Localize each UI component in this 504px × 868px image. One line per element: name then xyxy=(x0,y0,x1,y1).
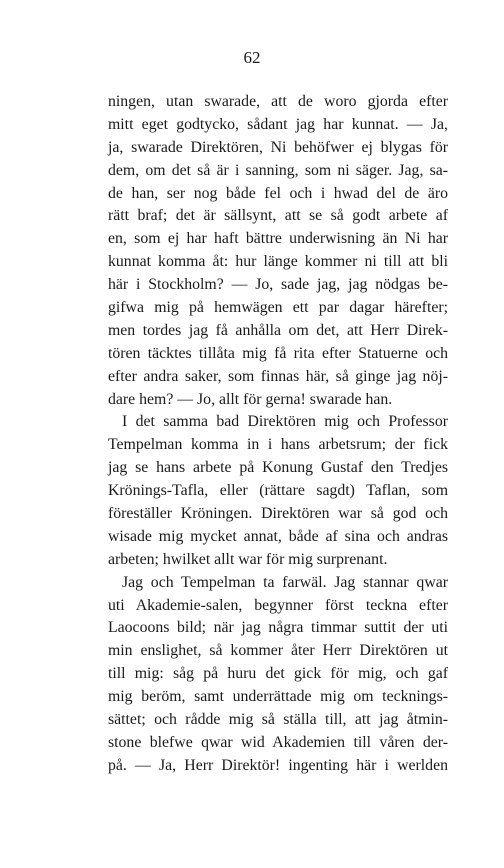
paragraph xyxy=(108,572,448,778)
text-line: på. — Ja, Herr Direktör! ingenting här i werlden xyxy=(108,756,448,774)
text-line: till mig: såg på huru det gick för mig, och gaf xyxy=(108,665,448,683)
text-line: gifwa mig på hemwägen ett par dagar härefter; xyxy=(108,299,448,317)
body-text xyxy=(108,91,448,778)
text-line: sättet; och rådde mig så ställa till, att jag åtmin- xyxy=(108,711,448,729)
text-line: här i Stockholm? — Jo, sade jag, jag nödgas be- xyxy=(108,276,448,294)
text-line: uti Akademie-salen, begynner först teckna efter xyxy=(108,596,448,614)
text-line: stone blefwe qwar wid Akademien till våren der- xyxy=(108,733,448,751)
text-line: tören täcktes tillåta mig få rita efter Statuerne och xyxy=(108,344,448,362)
text-line: en, som ej har haft bättre underwisning än Ni har xyxy=(108,230,448,248)
text-line: min enslighet, så kommer åter Herr Direktören ut xyxy=(108,642,448,660)
text-line: men tordes jag få anhålla om det, att Herr Direk- xyxy=(108,321,448,339)
text-line: ningen, utan swarade, att de woro gjorda efter xyxy=(108,93,448,110)
text-line: Laocoons bild; när jag några timmar suttit der uti xyxy=(108,619,448,637)
page-number: 62 xyxy=(243,48,261,67)
text-line: kunnat komma åt: hur länge kommer ni till att bli xyxy=(108,253,448,271)
text-line: mitt eget godtycko, sådant jag har kunnat. — Ja, xyxy=(108,115,448,133)
text-line: arbeten; hwilket allt war för mig surprenant. xyxy=(108,550,388,568)
text-line: Krönings-Tafla, eller (rättare sagdt) Taflan, som xyxy=(108,482,448,500)
text-line: ja, swarade Direktören, Ni behöfwer ej blygas för xyxy=(108,138,448,156)
text-line: efter andra saker, som finnas här, så ginge jag nöj- xyxy=(108,367,448,385)
text-line: de han, ser nog både fel och i hwad del de äro xyxy=(108,184,448,202)
text-line: rätt braf; det är sällsynt, att se så godt arbete af xyxy=(108,207,448,225)
paragraph xyxy=(108,91,448,411)
text-line: I det samma bad Direktören mig och Professor xyxy=(122,413,448,431)
text-line: Tempelman komma in i hans arbetsrum; der fick xyxy=(108,436,448,454)
text-line: dare hem? — Jo, allt för gerna! swarade han. xyxy=(108,390,393,408)
text-line: dem, om det så är i sanning, som ni säger. Jag, sa- xyxy=(108,161,448,179)
text-line: föreställer Kröningen. Direktören war så god och xyxy=(108,505,448,523)
text-line: wisade mig mycket annat, både af sina och andras xyxy=(108,527,448,545)
text-line: mig beröm, samt underrättade mig om tecknings- xyxy=(108,688,448,706)
text-line: jag se hans arbete på Konung Gustaf den Tredjes xyxy=(108,459,448,477)
text-line: Jag och Tempelman ta farwäl. Jag stannar qwar xyxy=(122,573,448,591)
paragraph xyxy=(108,411,448,571)
